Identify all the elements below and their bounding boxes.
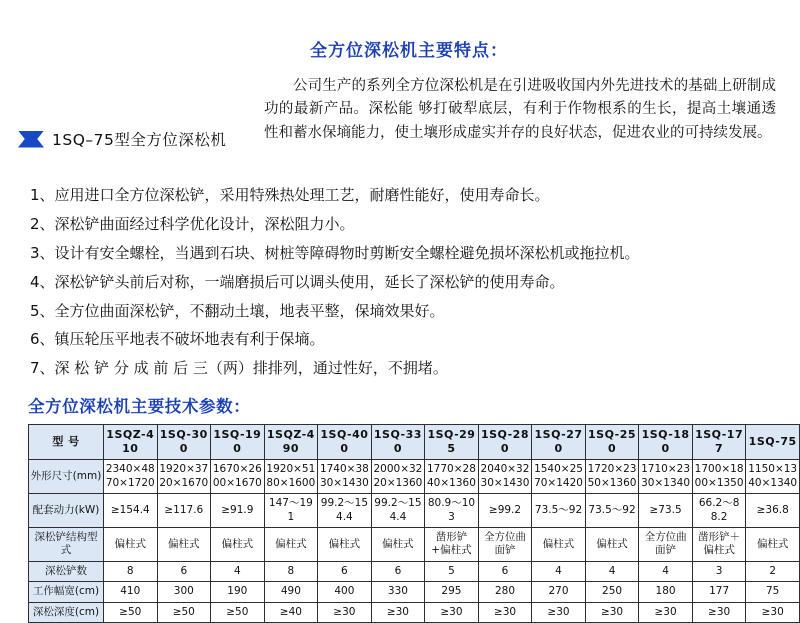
table-cell: ≥30 [585, 602, 639, 622]
table-cell: 1920×5180×1600 [264, 460, 318, 494]
table-cell: 4 [211, 561, 265, 581]
table-cell: ≥40 [264, 602, 318, 622]
table-cell: 99.2～154.4 [318, 494, 372, 528]
row-label: 深松深度(cm) [29, 602, 104, 622]
table-cell: 280 [478, 582, 532, 602]
table-cell: 410 [104, 582, 158, 602]
model-label: 1SQ–75型全方位深松机 [52, 131, 227, 149]
list-item: 2、深松铲曲面经过科学优化设计，深松阻力小。 [30, 215, 355, 234]
model-heading [18, 128, 226, 150]
table-cell: 3 [692, 561, 746, 581]
table-row [29, 561, 800, 581]
table-cell: 1740×3830×1430 [318, 460, 372, 494]
table-cell: ≥50 [104, 602, 158, 622]
table-cell: 250 [585, 582, 639, 602]
table-row [29, 494, 800, 528]
table-cell: 147～191 [264, 494, 318, 528]
table-cell: 偏柱式 [746, 527, 800, 561]
table-cell: 2040×3230×1430 [478, 460, 532, 494]
table-cell: 6 [478, 561, 532, 581]
page-title: 全方位深松机主要特点： [310, 41, 508, 61]
table-cell: ≥30 [692, 602, 746, 622]
table-cell: 1770×2840×1360 [425, 460, 479, 494]
table-cell: ≥30 [746, 602, 800, 622]
table-cell: 190 [211, 582, 265, 602]
table-cell: ≥30 [478, 602, 532, 622]
intro-paragraph: 公司生产的系列全方位深松机是在引进吸收国内外先进技术的基础上研制成功的最新产品。深松能 够打破犁底层，有利于作物根系的生长，提高土壤通透性和蓄水保墒能力，使土壤形成虚实并存的良好状态，促进农业的可持续发展。 [264, 78, 776, 141]
table-cell: ≥117.6 [157, 494, 211, 528]
row-label: 工作幅宽(cm) [29, 582, 104, 602]
table-cell: 80.9～103 [425, 494, 479, 528]
table-cell: 8 [104, 561, 158, 581]
table-cell: 99.2～154.4 [371, 494, 425, 528]
table-cell: 凿形铲＋偏柱式 [692, 527, 746, 561]
table-cell: 1SQ-330 [371, 425, 425, 460]
table-cell: 1SQ-270 [532, 425, 586, 460]
table-cell: 1SQ-280 [478, 425, 532, 460]
table-cell: 偏柱式 [532, 527, 586, 561]
table-row [29, 425, 800, 460]
table-cell: 6 [371, 561, 425, 581]
table-cell: 73.5～92 [532, 494, 586, 528]
table-cell: ≥50 [211, 602, 265, 622]
flag-icon [18, 131, 44, 148]
table-cell: 1SQZ-490 [264, 425, 318, 460]
table-cell: 400 [318, 582, 372, 602]
row-label: 深松铲结构型式 [29, 527, 104, 561]
table-cell: 330 [371, 582, 425, 602]
table-cell: 1SQ-190 [211, 425, 265, 460]
table-cell: 1SQ-75 [746, 425, 800, 460]
table-cell: 300 [157, 582, 211, 602]
table-cell: 1670×2600×1670 [211, 460, 265, 494]
table-cell: 177 [692, 582, 746, 602]
table-cell: ≥91.9 [211, 494, 265, 528]
list-item: 6、镇压轮压平地表不破坏地表有利于保墒。 [30, 330, 325, 349]
table-cell: ≥30 [532, 602, 586, 622]
table-cell: ≥154.4 [104, 494, 158, 528]
table-cell: ≥36.8 [746, 494, 800, 528]
table-cell: 4 [639, 561, 693, 581]
table-cell: 1700×1800×1350 [692, 460, 746, 494]
table-cell: 1SQ-250 [585, 425, 639, 460]
table-cell: 偏柱式 [318, 527, 372, 561]
table-cell: 4 [585, 561, 639, 581]
list-item: 3、设计有安全螺栓，当遇到石块、树桩等障碍物时剪断安全螺栓避免损坏深松机或拖拉机。 [30, 244, 640, 263]
table-cell: ≥30 [639, 602, 693, 622]
table-cell: 偏柱式 [585, 527, 639, 561]
table-row [29, 582, 800, 602]
row-label: 外形尺寸(mm) [29, 460, 104, 494]
table-cell: 1SQ-180 [639, 425, 693, 460]
table-cell: 8 [264, 561, 318, 581]
row-label: 型 号 [29, 425, 104, 460]
table-row [29, 527, 800, 561]
spec-table [28, 424, 800, 623]
table-cell: 75 [746, 582, 800, 602]
table-cell: 偏柱式 [371, 527, 425, 561]
table-cell: 全方位曲面铲 [639, 527, 693, 561]
table-cell: 1SQ-300 [157, 425, 211, 460]
row-label: 配套动力(kW) [29, 494, 104, 528]
list-item: 1、应用进口全方位深松铲，采用特殊热处理工艺，耐磨性能好，使用寿命长。 [30, 186, 550, 205]
table-cell: 66.2～88.2 [692, 494, 746, 528]
table-cell: 1920×3720×1670 [157, 460, 211, 494]
table-cell: 5 [425, 561, 479, 581]
table-cell: 4 [532, 561, 586, 581]
table-cell: 490 [264, 582, 318, 602]
table-cell: 2000×3220×1360 [371, 460, 425, 494]
table-cell: 1SQ-400 [318, 425, 372, 460]
table-cell: 1540×2570×1420 [532, 460, 586, 494]
table-cell: 1150×1340×1340 [746, 460, 800, 494]
table-cell: ≥73.5 [639, 494, 693, 528]
list-item: 7、深 松 铲 分 成 前 后 三（两）排排列，通过性好，不拥堵。 [30, 359, 448, 378]
row-label: 深松铲数 [29, 561, 104, 581]
table-cell: ≥30 [371, 602, 425, 622]
table-cell: 2 [746, 561, 800, 581]
table-cell: 1SQZ-410 [104, 425, 158, 460]
table-cell: ≥50 [157, 602, 211, 622]
table-cell: 270 [532, 582, 586, 602]
spec-section-title: 全方位深松机主要技术参数： [28, 397, 251, 417]
table-cell: 6 [318, 561, 372, 581]
table-cell: 73.5～92 [585, 494, 639, 528]
table-cell: 2340×4870×1720 [104, 460, 158, 494]
table-cell: 1710×2330×1340 [639, 460, 693, 494]
feature-list [14, 181, 786, 383]
table-cell: ≥30 [425, 602, 479, 622]
table-cell: 1SQ-177 [692, 425, 746, 460]
table-cell: 凿形铲+偏柱式 [425, 527, 479, 561]
table-cell: 180 [639, 582, 693, 602]
table-row [29, 602, 800, 622]
table-cell: 1SQ-295 [425, 425, 479, 460]
table-cell: 偏柱式 [264, 527, 318, 561]
table-cell: 6 [157, 561, 211, 581]
table-cell: 偏柱式 [157, 527, 211, 561]
list-item: 5、全方位曲面深松铲，不翻动土壤，地表平整，保墒效果好。 [30, 301, 445, 320]
table-cell: 偏柱式 [104, 527, 158, 561]
table-cell: ≥99.2 [478, 494, 532, 528]
table-cell: 偏柱式 [211, 527, 265, 561]
list-item: 4、深松铲铲头前后对称，一端磨损后可以调头使用，延长了深松铲的使用寿命。 [30, 272, 565, 291]
table-cell: ≥30 [318, 602, 372, 622]
table-cell: 295 [425, 582, 479, 602]
table-cell: 1720×2350×1360 [585, 460, 639, 494]
table-row [29, 460, 800, 494]
table-cell: 全方位曲面铲 [478, 527, 532, 561]
